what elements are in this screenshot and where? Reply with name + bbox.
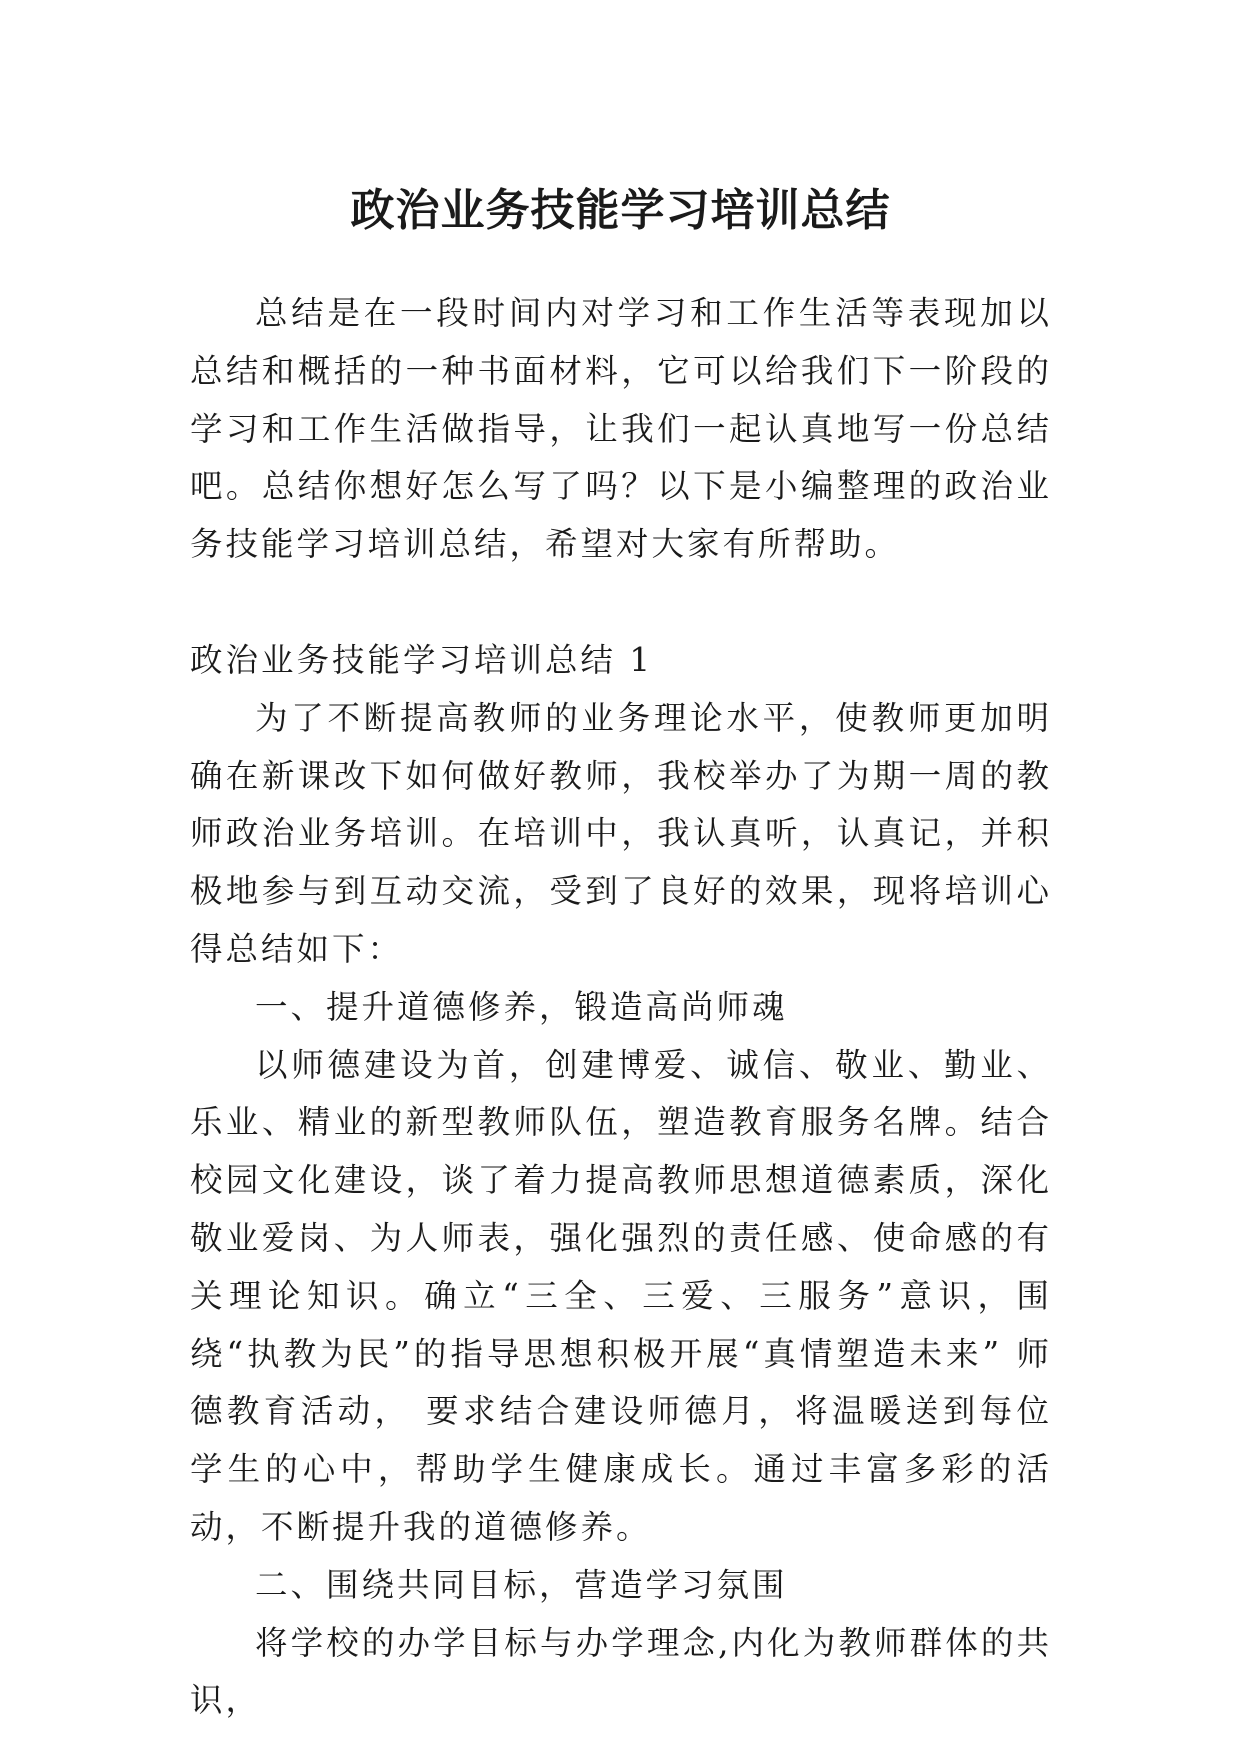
document-title: 政治业务技能学习培训总结 xyxy=(350,185,891,237)
body-paragraph: 将学校的办学目标与办学理念,内化为教师群体的共识， xyxy=(190,1623,1052,1720)
document-body xyxy=(190,285,1052,1730)
intro-paragraph: 总结是在一段时间内对学习和工作生活等表现加以总结和概括的一种书面材料，它可以给我们下一阶段的学习和工作生活做指导，让我们一起认真地写一份总结吧。总结你想好怎么写了吗？以下是小编整理的政治业务技能学习培训总结，希望对大家有所帮助。 xyxy=(190,294,1052,564)
body-paragraph: 为了不断提高教师的业务理论水平，使教师更加明确在新课改下如何做好教师，我校举办了为期一周的教师政治业务培训。在培训中，我认真听，认真记，并积极地参与到互动交流，受到了良好的效果，现将培训心得总结如下： xyxy=(190,698,1052,968)
subheading-1: 一、提升道德修养，锻造高尚师魂 xyxy=(255,987,788,1026)
subheading-2: 二、围绕共同目标，营造学习氛围 xyxy=(255,1565,788,1604)
paragraph-spacer xyxy=(190,574,1052,632)
section-heading: 政治业务技能学习培训总结 1 xyxy=(190,640,654,679)
body-paragraph: 以师德建设为首，创建博爱、诚信、敬业、勤业、乐业、精业的新型教师队伍，塑造教育服务名牌。结合校园文化建设，谈了着力提高教师思想道德素质，深化敬业爱岗、为人师表，强化强烈的责任感、使命感的有关理论知识。确立“三全、三爱、三服务”意识，围绕“执教为民”的指导思想积极开展“真情塑造未来” 师德教育活动， 要求结合建设师德月，将温暖送到每位学生的心中，帮助学生健康成长。通过丰富多彩的活动，不断提升我的道德修养。 xyxy=(190,1045,1052,1546)
